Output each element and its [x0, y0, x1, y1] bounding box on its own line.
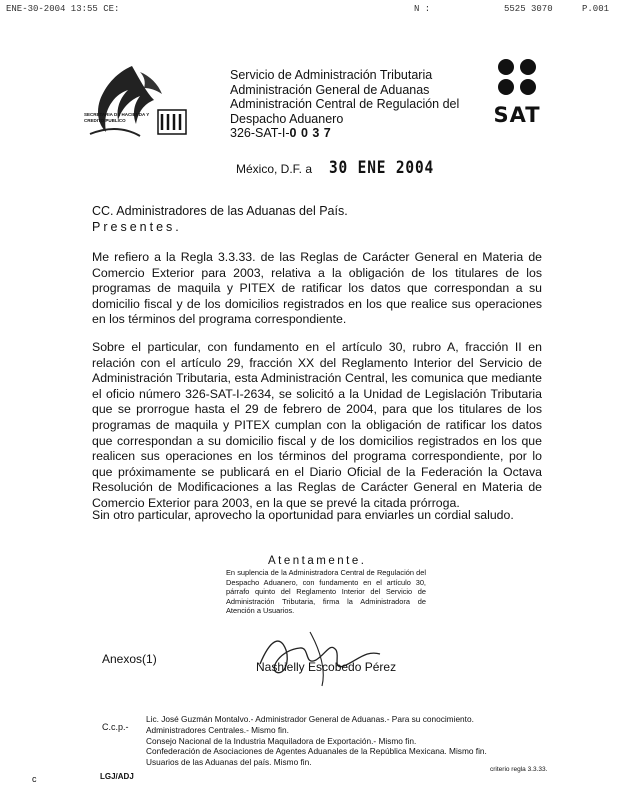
addressee	[92, 203, 348, 235]
office-number-value: 0 0 3 7	[289, 126, 332, 140]
ccp-item: Confederación de Asociaciones de Agentes Aduanales de la República Mexicana. Mismo fin.	[146, 746, 487, 757]
fax-header-page: P.001	[582, 4, 610, 14]
ccp-item: Administradores Centrales.- Mismo fin.	[146, 724, 289, 735]
body-paragraph-3: Sin otro particular, aprovecho la oportunidad para enviarles un cordial saludo.	[92, 508, 514, 522]
ccp-item: Usuarios de las Aduanas del país. Mismo fin.	[146, 757, 312, 768]
addressee-line-2: Presentes.	[92, 220, 182, 234]
fax-header-number: 5525 3070	[504, 4, 553, 14]
date-stamp: 30 ENE 2004	[329, 158, 435, 178]
office-number-prefix: 326-SAT-I-	[230, 126, 290, 140]
date-place: México, D.F. a	[236, 162, 313, 176]
signature-icon	[240, 620, 410, 690]
corner-mark: c	[32, 774, 37, 784]
closing-atentamente: Atentamente.	[268, 555, 367, 567]
ccp-label: C.c.p.-	[102, 722, 129, 732]
ccp-item: Consejo Nacional de la Industria Maquiladora de Exportación.- Mismo fin.	[146, 735, 417, 746]
sat-wordmark: SAT	[493, 103, 541, 127]
sat-dots-icon	[495, 58, 539, 96]
signer-name: Nashielly Escobedo Pérez	[256, 660, 397, 674]
letterhead-line-1: Servicio de Administración Tributaria	[230, 68, 433, 82]
body-paragraph-1: Me refiero a la Regla 3.3.33. de las Reglas de Carácter General en Materia de Comercio Exterior para 2003, relativa a la obligación de los titulares de los programas de maquila y PITEX de ratificar los datos que correspondan a su domicilio fiscal y de los domicilios registrados en los que realice sus operaciones en los términos del programa correspondiente.	[92, 250, 542, 327]
fax-header-left: ENE-30-2004 13:55 CE:	[6, 4, 120, 14]
fax-header	[6, 4, 634, 16]
shcp-logo	[80, 62, 188, 144]
addressee-line-1: CC. Administradores de las Aduanas del País.	[92, 204, 348, 218]
annexes: Anexos(1)	[102, 652, 157, 666]
body-paragraph-2: Sobre el particular, con fundamento en el artículo 30, rubro A, fracción II en relación con el artículo 29, fracción XX del Reglamento Interior del Servicio de Administración Tributaria, esta Administración Central, les comunica que mediante el oficio número 326-SAT-I-2634, se solicitó a la Unidad de Legislación Tributaria que se prorrogue hasta el 29 de febrero de 2004, para que los titulares de los programas de maquila y PITEX cumplan con la obligación de ratificar los datos que correspondan a su domicilio fiscal y de los domicilios registrados en los que realicen sus operaciones en los términos del programa correspondiente, por lo que próximamente se publicará en el Diario Oficial de la Federación la Octava Resolución de Modificaciones a las Reglas de Carácter General en Materia de Comercio Exterior para 2003, en la que se prevé la citada prórroga.	[92, 340, 542, 510]
fax-header-middle: N :	[414, 4, 431, 14]
suplencia-note: En suplencia de la Administradora Central de Regulación del Despacho Aduanero, con fundamento en el artículo 30, párrafo quinto del Reglamento Interior del Servicio de Administración Tributaria, firma la Administradora de Atención a Usuarios.	[226, 568, 426, 616]
office-number	[230, 126, 459, 141]
eagle-icon	[80, 62, 188, 144]
ccp-list	[146, 714, 487, 768]
date-line	[236, 158, 453, 178]
letterhead	[230, 68, 459, 141]
ccp-item: Lic. José Guzmán Montalvo.- Administrador General de Aduanas.- Para su conocimiento.	[146, 714, 474, 724]
letterhead-line-2: Administración General de Aduanas	[230, 82, 430, 97]
initials: LGJ/ADJ	[100, 772, 134, 781]
footer-note: criterio regla 3.3.33.	[490, 766, 548, 773]
sat-logo	[486, 58, 548, 127]
shcp-logo-text: SECRETARIA DE HACIENDA Y CREDITO PUBLICO	[84, 112, 150, 123]
letterhead-line-4: Despacho Aduanero	[230, 111, 344, 126]
letterhead-line-3: Administración Central de Regulación del	[230, 97, 460, 111]
